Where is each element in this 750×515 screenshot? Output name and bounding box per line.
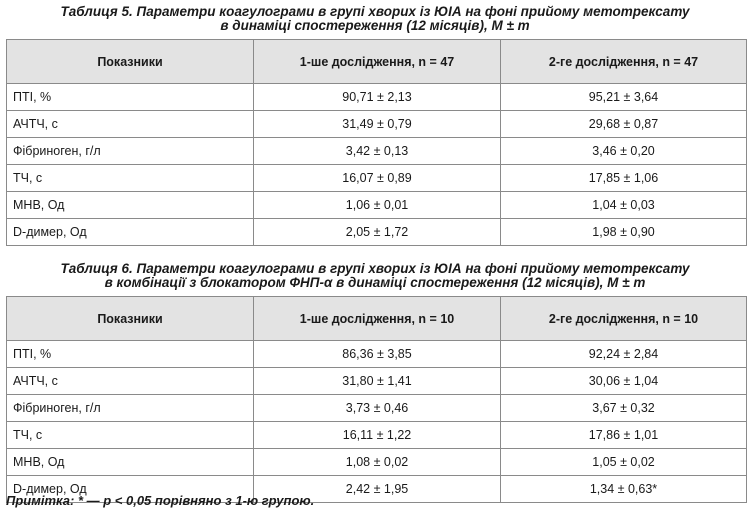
table-row — [7, 449, 747, 476]
table6 — [6, 296, 747, 503]
cell-value: 16,11 ± 1,22 — [254, 422, 501, 449]
cell-value: 30,06 ± 1,04 — [501, 368, 747, 395]
table-row — [7, 219, 747, 246]
table6-header-study2: 2-ге дослідження, n = 10 — [501, 297, 747, 341]
table6-header-study1: 1-ше дослідження, n = 10 — [254, 297, 501, 341]
cell-value: 3,67 ± 0,32 — [501, 395, 747, 422]
cell-value: 3,73 ± 0,46 — [254, 395, 501, 422]
row-label: Фібриноген, г/л — [7, 395, 254, 422]
table-row — [7, 368, 747, 395]
table5-header-indicators: Показники — [7, 40, 254, 84]
cell-value: 1,34 ± 0,63* — [501, 476, 747, 503]
cell-value: 1,06 ± 0,01 — [254, 192, 501, 219]
row-label: D-димер, Од — [7, 476, 254, 503]
row-label: Фібриноген, г/л — [7, 138, 254, 165]
cell-value: 31,80 ± 1,41 — [254, 368, 501, 395]
cell-value: 1,05 ± 0,02 — [501, 449, 747, 476]
row-label: МНВ, Од — [7, 192, 254, 219]
footnote: Примітка: * — p < 0,05 порівняно з 1-ю групою. — [6, 493, 315, 508]
table6-header-indicators: Показники — [7, 297, 254, 341]
cell-value: 3,42 ± 0,13 — [254, 138, 501, 165]
row-label: ТЧ, с — [7, 165, 254, 192]
table-row — [7, 165, 747, 192]
cell-value: 1,04 ± 0,03 — [501, 192, 747, 219]
cell-value: 29,68 ± 0,87 — [501, 111, 747, 138]
table5-header-row — [7, 40, 747, 84]
cell-value: 2,05 ± 1,72 — [254, 219, 501, 246]
row-label: ТЧ, с — [7, 422, 254, 449]
row-label: МНВ, Од — [7, 449, 254, 476]
row-label: ПТІ, % — [7, 341, 254, 368]
table6-caption-line2: в комбінації з блокатором ФНП-α в динаміці спостереження (12 місяців), M ± m — [104, 275, 646, 290]
cell-value: 17,86 ± 1,01 — [501, 422, 747, 449]
row-label: АЧТЧ, с — [7, 111, 254, 138]
table6-caption-line1: Таблиця 6. Параметри коагулограми в групі хворих із ЮІА на фоні прийому метотрексату — [60, 261, 690, 276]
cell-value: 86,36 ± 3,85 — [254, 341, 501, 368]
table5-header-study2: 2-ге дослідження, n = 47 — [501, 40, 747, 84]
table-row — [7, 341, 747, 368]
cell-value: 1,08 ± 0,02 — [254, 449, 501, 476]
cell-value: 17,85 ± 1,06 — [501, 165, 747, 192]
table-row — [7, 138, 747, 165]
cell-value: 2,42 ± 1,95 — [254, 476, 501, 503]
table6-header-row — [7, 297, 747, 341]
cell-value: 3,46 ± 0,20 — [501, 138, 747, 165]
table5-caption-line2: в динаміці спостереження (12 місяців), M ± m — [220, 18, 530, 33]
table5-caption-line1: Таблиця 5. Параметри коагулограми в групі хворих із ЮІА на фоні прийому метотрексату — [60, 4, 690, 19]
cell-value: 1,98 ± 0,90 — [501, 219, 747, 246]
table-row — [7, 395, 747, 422]
row-label: АЧТЧ, с — [7, 368, 254, 395]
row-label: D-димер, Од — [7, 219, 254, 246]
row-label: ПТІ, % — [7, 84, 254, 111]
cell-value: 31,49 ± 0,79 — [254, 111, 501, 138]
table5-header-study1: 1-ше дослідження, n = 47 — [254, 40, 501, 84]
cell-value: 16,07 ± 0,89 — [254, 165, 501, 192]
table5 — [6, 39, 747, 246]
cell-value: 92,24 ± 2,84 — [501, 341, 747, 368]
table5-caption — [0, 5, 750, 33]
cell-value: 90,71 ± 2,13 — [254, 84, 501, 111]
cell-value: 95,21 ± 3,64 — [501, 84, 747, 111]
table-row — [7, 84, 747, 111]
table6-caption — [0, 262, 750, 290]
table-row — [7, 192, 747, 219]
table-row — [7, 111, 747, 138]
table-row — [7, 422, 747, 449]
